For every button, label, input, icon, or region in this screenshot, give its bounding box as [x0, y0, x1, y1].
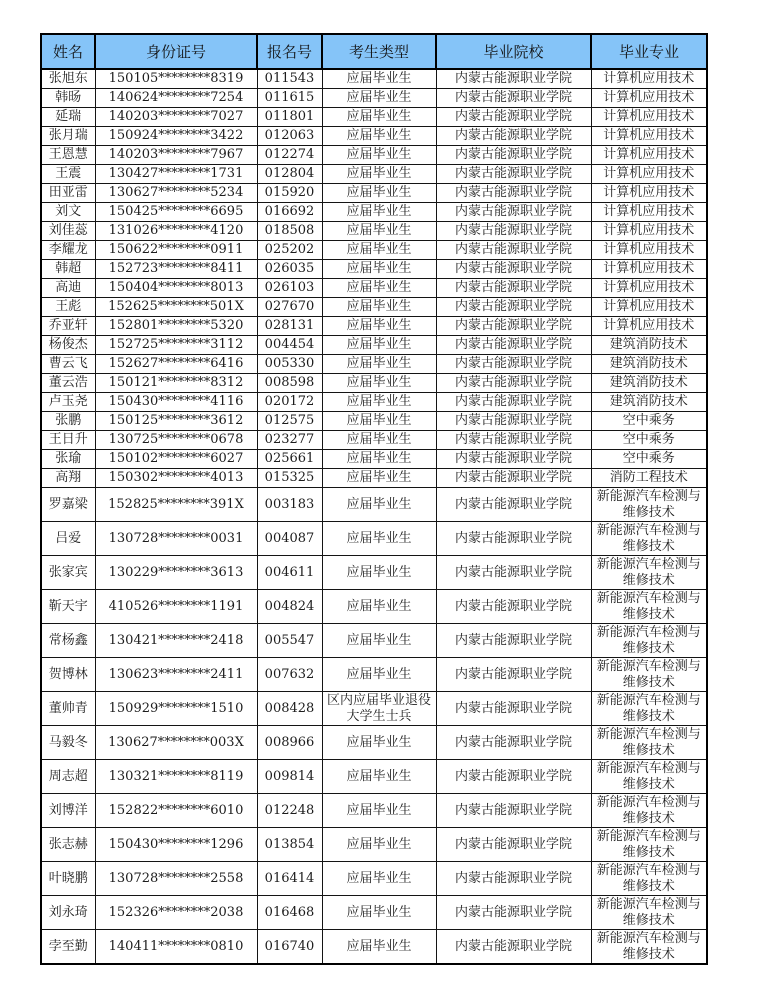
table-cell: 计算机应用技术 [591, 69, 707, 89]
table-row [41, 556, 707, 590]
table-cell: 建筑消防技术 [591, 355, 707, 374]
table-cell: 叶晓鹏 [41, 862, 95, 896]
table-cell: 内蒙古能源职业学院 [436, 862, 591, 896]
table-row [41, 355, 707, 374]
table-cell: 计算机应用技术 [591, 146, 707, 165]
table-cell: 内蒙古能源职业学院 [436, 279, 591, 298]
table-row [41, 336, 707, 355]
table-cell: 内蒙古能源职业学院 [436, 69, 591, 89]
table-cell: 新能源汽车检测与维修技术 [591, 726, 707, 760]
table-cell: 140203********7027 [95, 108, 257, 127]
table-cell: 王彪 [41, 298, 95, 317]
table-row [41, 69, 707, 89]
table-cell: 计算机应用技术 [591, 260, 707, 279]
table-row [41, 896, 707, 930]
table-cell: 应届毕业生 [322, 862, 436, 896]
table-cell: 应届毕业生 [322, 522, 436, 556]
table-row [41, 760, 707, 794]
table-cell: 016468 [257, 896, 322, 930]
table-cell: 012274 [257, 146, 322, 165]
table-cell: 董帅青 [41, 692, 95, 726]
table-cell: 延瑞 [41, 108, 95, 127]
table-cell: 应届毕业生 [322, 108, 436, 127]
table-cell: 新能源汽车检测与维修技术 [591, 556, 707, 590]
table-cell: 王日升 [41, 431, 95, 450]
table-cell: 张月瑞 [41, 127, 95, 146]
table-cell: 孛至勤 [41, 930, 95, 965]
table-cell: 152723********8411 [95, 260, 257, 279]
table-cell: 董云浩 [41, 374, 95, 393]
table-cell: 011615 [257, 89, 322, 108]
table-cell: 内蒙古能源职业学院 [436, 930, 591, 965]
table-cell: 130627********003X [95, 726, 257, 760]
table-cell: 计算机应用技术 [591, 89, 707, 108]
table-cell: 004454 [257, 336, 322, 355]
table-cell: 004611 [257, 556, 322, 590]
table-cell: 应届毕业生 [322, 450, 436, 469]
table-row [41, 393, 707, 412]
table-cell: 012063 [257, 127, 322, 146]
table-row [41, 862, 707, 896]
table-cell: 应届毕业生 [322, 146, 436, 165]
table-cell: 152326********2038 [95, 896, 257, 930]
table-cell: 新能源汽车检测与维修技术 [591, 794, 707, 828]
table-cell: 消防工程技术 [591, 469, 707, 488]
table-cell: 周志超 [41, 760, 95, 794]
table-row [41, 930, 707, 965]
table-body [41, 69, 707, 964]
table-cell: 应届毕业生 [322, 896, 436, 930]
table-cell: 空中乘务 [591, 412, 707, 431]
table-cell: 130725********0678 [95, 431, 257, 450]
table-cell: 内蒙古能源职业学院 [436, 828, 591, 862]
table-cell: 应届毕业生 [322, 298, 436, 317]
table-cell: 020172 [257, 393, 322, 412]
table-cell: 004824 [257, 590, 322, 624]
table-cell: 新能源汽车检测与维修技术 [591, 862, 707, 896]
table-cell: 内蒙古能源职业学院 [436, 431, 591, 450]
table-cell: 011801 [257, 108, 322, 127]
table-cell: 建筑消防技术 [591, 336, 707, 355]
table-cell: 应届毕业生 [322, 488, 436, 522]
col-header-school: 毕业院校 [436, 34, 591, 69]
col-header-id: 身份证号 [95, 34, 257, 69]
table-cell: 内蒙古能源职业学院 [436, 89, 591, 108]
table-cell: 内蒙古能源职业学院 [436, 184, 591, 203]
table-cell: 新能源汽车检测与维修技术 [591, 522, 707, 556]
table-cell: 005330 [257, 355, 322, 374]
table-cell: 新能源汽车检测与维修技术 [591, 488, 707, 522]
table-cell: 150125********3612 [95, 412, 257, 431]
table-cell: 内蒙古能源职业学院 [436, 488, 591, 522]
table-row [41, 260, 707, 279]
table-cell: 152625********501X [95, 298, 257, 317]
table-cell: 应届毕业生 [322, 241, 436, 260]
table-cell: 新能源汽车检测与维修技术 [591, 896, 707, 930]
candidates-table [40, 33, 708, 965]
table-cell: 150929********1510 [95, 692, 257, 726]
table-cell: 内蒙古能源职业学院 [436, 241, 591, 260]
table-cell: 内蒙古能源职业学院 [436, 127, 591, 146]
table-cell: 130627********5234 [95, 184, 257, 203]
table-cell: 152725********3112 [95, 336, 257, 355]
table-cell: 区内应届毕业退役大学生士兵 [322, 692, 436, 726]
table-row [41, 222, 707, 241]
table-header [41, 34, 707, 69]
table-cell: 内蒙古能源职业学院 [436, 794, 591, 828]
table-cell: 应届毕业生 [322, 374, 436, 393]
table-cell: 内蒙古能源职业学院 [436, 658, 591, 692]
table-cell: 016740 [257, 930, 322, 965]
table-cell: 张家宾 [41, 556, 95, 590]
table-cell: 140624********7254 [95, 89, 257, 108]
table-cell: 刘博洋 [41, 794, 95, 828]
table-cell: 内蒙古能源职业学院 [436, 590, 591, 624]
table-cell: 140203********7967 [95, 146, 257, 165]
table-row [41, 298, 707, 317]
table-cell: 150924********3422 [95, 127, 257, 146]
table-cell: 025202 [257, 241, 322, 260]
table-cell: 内蒙古能源职业学院 [436, 165, 591, 184]
table-cell: 150430********4116 [95, 393, 257, 412]
table-cell: 027670 [257, 298, 322, 317]
table-cell: 内蒙古能源职业学院 [436, 374, 591, 393]
table-cell: 田亚雷 [41, 184, 95, 203]
table-row [41, 165, 707, 184]
table-cell: 130728********0031 [95, 522, 257, 556]
table-cell: 计算机应用技术 [591, 184, 707, 203]
table-cell: 计算机应用技术 [591, 317, 707, 336]
table-cell: 张鹏 [41, 412, 95, 431]
table-cell: 015325 [257, 469, 322, 488]
table-cell: 罗嘉梁 [41, 488, 95, 522]
table-cell: 152627********6416 [95, 355, 257, 374]
table-cell: 计算机应用技术 [591, 108, 707, 127]
table-cell: 应届毕业生 [322, 317, 436, 336]
table-cell: 018508 [257, 222, 322, 241]
table-cell: 应届毕业生 [322, 930, 436, 965]
table-cell: 016414 [257, 862, 322, 896]
table-cell: 应届毕业生 [322, 469, 436, 488]
table-cell: 152822********6010 [95, 794, 257, 828]
table-row [41, 317, 707, 336]
table-cell: 乔亚轩 [41, 317, 95, 336]
table-cell: 应届毕业生 [322, 726, 436, 760]
table-cell: 应届毕业生 [322, 658, 436, 692]
table-cell: 009814 [257, 760, 322, 794]
table-cell: 008966 [257, 726, 322, 760]
table-cell: 应届毕业生 [322, 794, 436, 828]
table-cell: 应届毕业生 [322, 336, 436, 355]
table-cell: 吕爱 [41, 522, 95, 556]
table-cell: 建筑消防技术 [591, 374, 707, 393]
table-row [41, 241, 707, 260]
table-cell: 015920 [257, 184, 322, 203]
table-cell: 计算机应用技术 [591, 241, 707, 260]
table-cell: 150404********8013 [95, 279, 257, 298]
table-cell: 003183 [257, 488, 322, 522]
table-row [41, 203, 707, 222]
table-cell: 应届毕业生 [322, 828, 436, 862]
table-cell: 新能源汽车检测与维修技术 [591, 930, 707, 965]
table-cell: 常杨鑫 [41, 624, 95, 658]
table-cell: 013854 [257, 828, 322, 862]
table-cell: 应届毕业生 [322, 393, 436, 412]
col-header-type: 考生类型 [322, 34, 436, 69]
table-cell: 杨俊杰 [41, 336, 95, 355]
table-cell: 应届毕业生 [322, 222, 436, 241]
table-cell: 应届毕业生 [322, 431, 436, 450]
table-cell: 应届毕业生 [322, 69, 436, 89]
table-cell: 内蒙古能源职业学院 [436, 726, 591, 760]
table-cell: 应届毕业生 [322, 624, 436, 658]
table-cell: 内蒙古能源职业学院 [436, 222, 591, 241]
table-row [41, 624, 707, 658]
table-cell: 008598 [257, 374, 322, 393]
table-row [41, 590, 707, 624]
table-cell: 应届毕业生 [322, 590, 436, 624]
table-cell: 张瑜 [41, 450, 95, 469]
table-cell: 应届毕业生 [322, 279, 436, 298]
table-cell: 150121********8312 [95, 374, 257, 393]
table-cell: 152801********5320 [95, 317, 257, 336]
table-cell: 刘永琦 [41, 896, 95, 930]
table-cell: 内蒙古能源职业学院 [436, 203, 591, 222]
table-cell: 空中乘务 [591, 450, 707, 469]
table-cell: 计算机应用技术 [591, 127, 707, 146]
table-cell: 计算机应用技术 [591, 298, 707, 317]
table-row [41, 726, 707, 760]
table-cell: 026035 [257, 260, 322, 279]
table-cell: 新能源汽车检测与维修技术 [591, 658, 707, 692]
table-cell: 内蒙古能源职业学院 [436, 556, 591, 590]
table-cell: 新能源汽车检测与维修技术 [591, 692, 707, 726]
table-cell: 内蒙古能源职业学院 [436, 393, 591, 412]
table-cell: 张旭东 [41, 69, 95, 89]
table-cell: 内蒙古能源职业学院 [436, 896, 591, 930]
table-cell: 应届毕业生 [322, 760, 436, 794]
col-header-name: 姓名 [41, 34, 95, 69]
table-cell: 新能源汽车检测与维修技术 [591, 828, 707, 862]
table-cell: 152825********391X [95, 488, 257, 522]
table-cell: 130623********2411 [95, 658, 257, 692]
table-cell: 建筑消防技术 [591, 393, 707, 412]
table-cell: 130229********3613 [95, 556, 257, 590]
table-cell: 内蒙古能源职业学院 [436, 298, 591, 317]
table-cell: 012248 [257, 794, 322, 828]
table-row [41, 450, 707, 469]
table-row [41, 692, 707, 726]
table-cell: 150430********1296 [95, 828, 257, 862]
table-cell: 150102********6027 [95, 450, 257, 469]
table-cell: 内蒙古能源职业学院 [436, 624, 591, 658]
table-cell: 内蒙古能源职业学院 [436, 469, 591, 488]
table-cell: 130421********2418 [95, 624, 257, 658]
table-cell: 靳天宇 [41, 590, 95, 624]
table-cell: 012804 [257, 165, 322, 184]
table-cell: 内蒙古能源职业学院 [436, 336, 591, 355]
table-row [41, 469, 707, 488]
col-header-reg: 报名号 [257, 34, 322, 69]
table-cell: 马毅冬 [41, 726, 95, 760]
table-cell: 计算机应用技术 [591, 165, 707, 184]
table-cell: 计算机应用技术 [591, 203, 707, 222]
table-row [41, 488, 707, 522]
table-cell: 王恩慧 [41, 146, 95, 165]
table-cell: 内蒙古能源职业学院 [436, 522, 591, 556]
table-cell: 026103 [257, 279, 322, 298]
table-row [41, 108, 707, 127]
table-cell: 130728********2558 [95, 862, 257, 896]
table-cell: 150622********0911 [95, 241, 257, 260]
table-cell: 410526********1191 [95, 590, 257, 624]
table-cell: 131026********4120 [95, 222, 257, 241]
table-cell: 应届毕业生 [322, 412, 436, 431]
table-cell: 内蒙古能源职业学院 [436, 450, 591, 469]
table-row [41, 658, 707, 692]
table-cell: 008428 [257, 692, 322, 726]
table-cell: 内蒙古能源职业学院 [436, 317, 591, 336]
table-cell: 应届毕业生 [322, 203, 436, 222]
table-cell: 016692 [257, 203, 322, 222]
table-row [41, 522, 707, 556]
table-cell: 内蒙古能源职业学院 [436, 692, 591, 726]
table-cell: 计算机应用技术 [591, 222, 707, 241]
table-cell: 应届毕业生 [322, 184, 436, 203]
table-row [41, 794, 707, 828]
table-cell: 应届毕业生 [322, 260, 436, 279]
table-cell: 刘文 [41, 203, 95, 222]
table-cell: 应届毕业生 [322, 165, 436, 184]
table-cell: 李耀龙 [41, 241, 95, 260]
table-row [41, 374, 707, 393]
table-row [41, 146, 707, 165]
table-cell: 007632 [257, 658, 322, 692]
table-cell: 高迪 [41, 279, 95, 298]
table-cell: 内蒙古能源职业学院 [436, 355, 591, 374]
table-cell: 025661 [257, 450, 322, 469]
table-cell: 150425********6695 [95, 203, 257, 222]
col-header-major: 毕业专业 [591, 34, 707, 69]
table-cell: 130427********1731 [95, 165, 257, 184]
table-cell: 005547 [257, 624, 322, 658]
table-cell: 内蒙古能源职业学院 [436, 146, 591, 165]
table-cell: 应届毕业生 [322, 556, 436, 590]
table-cell: 内蒙古能源职业学院 [436, 760, 591, 794]
table-cell: 韩超 [41, 260, 95, 279]
table-cell: 高翔 [41, 469, 95, 488]
table-cell: 计算机应用技术 [591, 279, 707, 298]
table-cell: 内蒙古能源职业学院 [436, 260, 591, 279]
table-cell: 023277 [257, 431, 322, 450]
table-cell: 卢玉尧 [41, 393, 95, 412]
table-cell: 曹云飞 [41, 355, 95, 374]
table-cell: 011543 [257, 69, 322, 89]
table-cell: 新能源汽车检测与维修技术 [591, 624, 707, 658]
table-cell: 140411********0810 [95, 930, 257, 965]
table-cell: 应届毕业生 [322, 127, 436, 146]
table-cell: 内蒙古能源职业学院 [436, 412, 591, 431]
table-cell: 012575 [257, 412, 322, 431]
table-row [41, 184, 707, 203]
table-cell: 新能源汽车检测与维修技术 [591, 760, 707, 794]
table-cell: 内蒙古能源职业学院 [436, 108, 591, 127]
table-cell: 空中乘务 [591, 431, 707, 450]
table-cell: 贺博林 [41, 658, 95, 692]
table-cell: 150105********8319 [95, 69, 257, 89]
table-row [41, 89, 707, 108]
table-row [41, 412, 707, 431]
table-cell: 刘佳蕊 [41, 222, 95, 241]
table-cell: 004087 [257, 522, 322, 556]
table-row [41, 279, 707, 298]
table-row [41, 127, 707, 146]
table-cell: 130321********8119 [95, 760, 257, 794]
table-cell: 应届毕业生 [322, 355, 436, 374]
table-cell: 新能源汽车检测与维修技术 [591, 590, 707, 624]
header-row [41, 34, 707, 69]
table-cell: 韩旸 [41, 89, 95, 108]
table-cell: 张志赫 [41, 828, 95, 862]
table-cell: 150302********4013 [95, 469, 257, 488]
table-row [41, 828, 707, 862]
table-cell: 应届毕业生 [322, 89, 436, 108]
table-cell: 王震 [41, 165, 95, 184]
table-row [41, 431, 707, 450]
table-cell: 028131 [257, 317, 322, 336]
